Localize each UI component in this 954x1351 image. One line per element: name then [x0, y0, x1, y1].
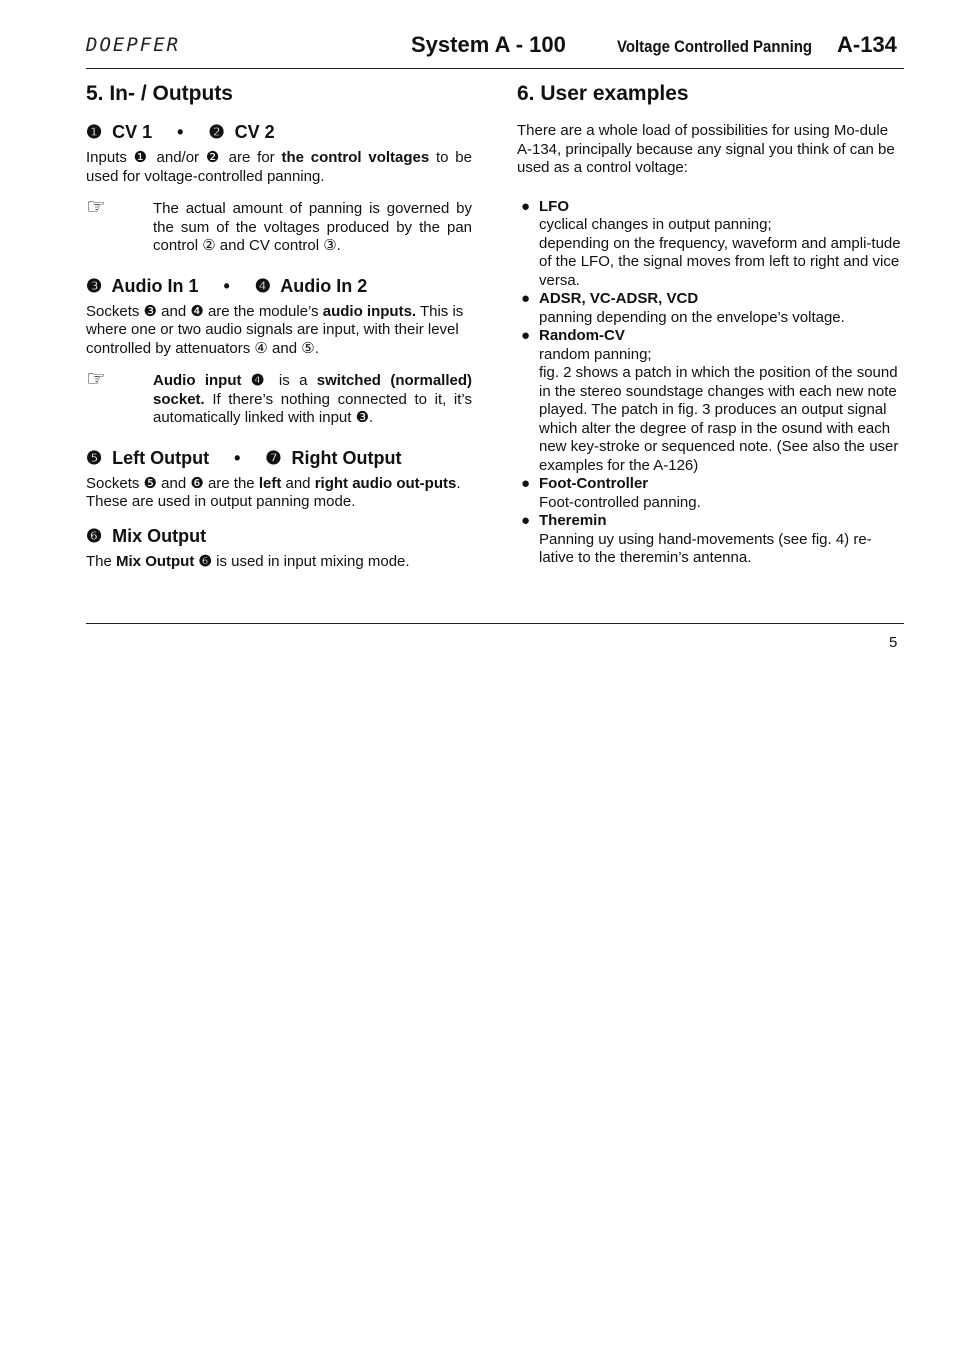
- cv-heading: ❶ CV 1 • ❷ CV 2: [86, 122, 275, 142]
- section-title: 6. User examples: [517, 82, 689, 105]
- doepfer-logo: DOEPFER: [86, 34, 181, 56]
- bullet-icon: ●: [521, 290, 531, 307]
- module-subtitle: Voltage Controlled Panning: [617, 37, 813, 56]
- page-number: 5: [889, 634, 898, 651]
- mix-output-heading: ❻ Mix Output: [86, 525, 207, 546]
- cv-description: Inputs ❶ and/or ❷ are for the control voltages to be used for voltage-controlled panning.: [86, 149, 472, 185]
- list-item: ● ADSR, VC-ADSR, VCD panning depending on the envelope’s voltage.: [521, 290, 845, 326]
- note-normalled: ☞ Audio input ❹ is a switched (normalled) socket. If there’s nothing connected to it, it’s automatically linked with input ❸.: [86, 366, 472, 426]
- examples-list: [517, 198, 903, 568]
- section-in-outputs: [86, 82, 472, 571]
- examples-intro: There are a whole load of possibilities for using Mo-dule A-134, principally because any signal you think of can be used as a control voltage:: [517, 122, 895, 176]
- list-item: ● Random-CV random panning; fig. 2 shows a patch in which the position of the sound in the stereo soundstage changes with each new note played. The patch in fig. 3 produces an output signal which alter the degree of rasp in the osund with each new key-stroke or sequenced note. (See also the user examples for the A-126): [521, 327, 899, 474]
- footer-divider: [86, 623, 904, 624]
- bullet-icon: ●: [521, 327, 531, 344]
- list-item: ● Foot-Controller Foot-controlled panning.: [521, 475, 701, 511]
- list-item: ● LFO cyclical changes in output panning; depending on the frequency, waveform and ampli-tude of the LFO, the signal moves from left to right and vice versa.: [521, 197, 901, 289]
- output-description: Sockets ❺ and ❻ are the left and right audio out-puts. These are used in output panning mode.: [86, 474, 461, 510]
- audio-in-description: Sockets ❸ and ❹ are the module’s audio inputs. This is where one or two audio signals are input, with their level controlled by attenuators ④ and ⑤.: [86, 302, 464, 357]
- audio-in-heading: ❸ Audio In 1 • ❹ Audio In 2: [86, 275, 368, 296]
- bullet-icon: ●: [521, 512, 531, 529]
- mix-output-description: The Mix Output ❻ is used in input mixing mode.: [86, 552, 410, 570]
- output-heading: ❺ Left Output • ❼ Right Output: [86, 447, 402, 468]
- page-header: [86, 30, 904, 69]
- pointing-hand-icon: ☞: [86, 194, 106, 219]
- bullet-icon: ●: [521, 197, 531, 215]
- list-item: ● Theremin Panning uy using hand-movements (see fig. 4) re-lative to the theremin’s antenna.: [521, 512, 872, 566]
- section-user-examples: [517, 82, 903, 568]
- note-panning: ☞ The actual amount of panning is governed by the sum of the voltages produced by the pan control ② and CV control ③.: [86, 194, 472, 254]
- system-title: System A - 100: [411, 32, 566, 57]
- module-number: A-134: [837, 32, 897, 57]
- bullet-icon: ●: [521, 475, 531, 492]
- pointing-hand-icon: ☞: [86, 366, 106, 391]
- section-title: 5. In- / Outputs: [86, 82, 233, 105]
